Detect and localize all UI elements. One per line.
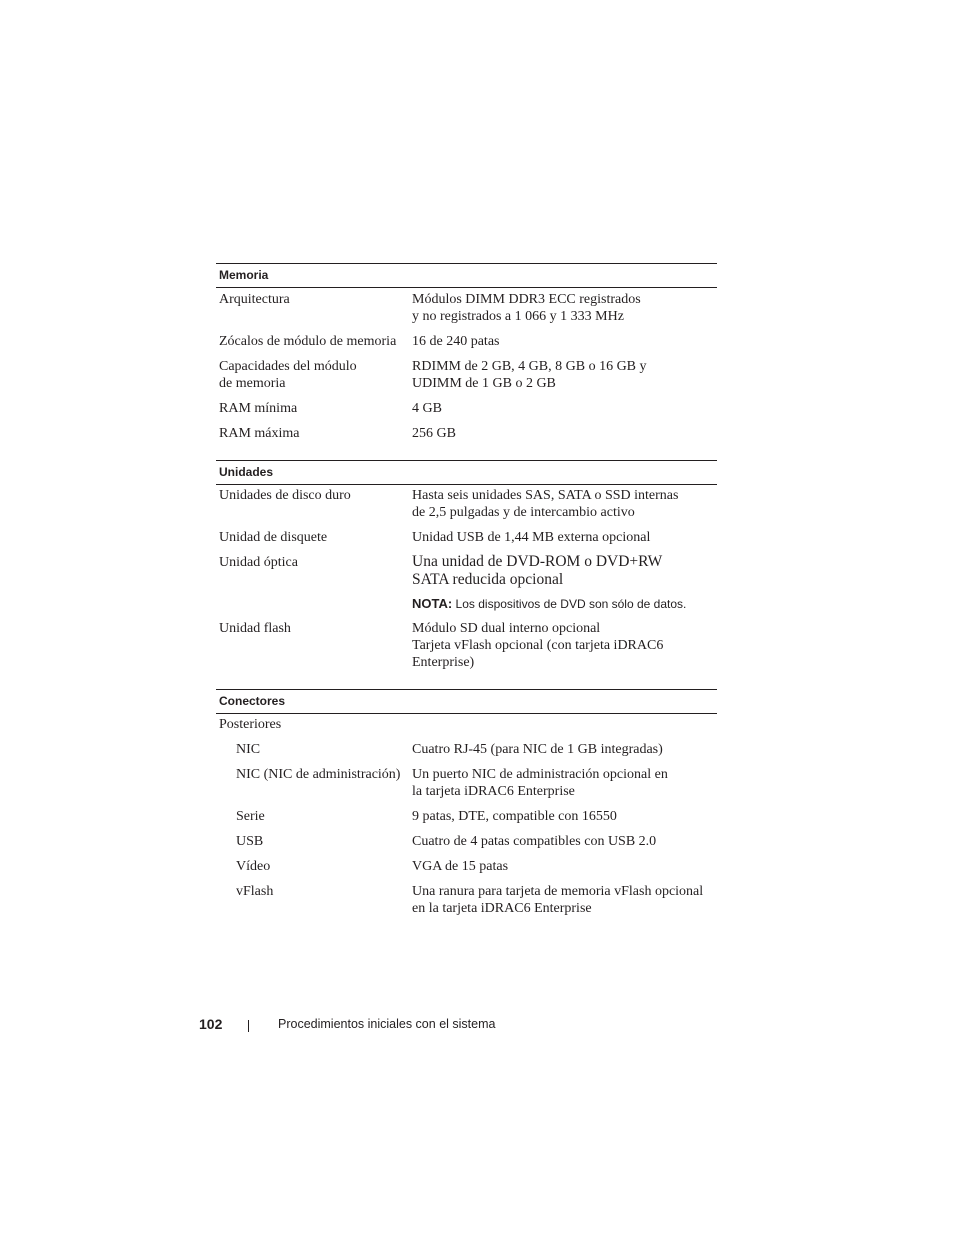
row-value: Cuatro de 4 patas compatibles con USB 2.0	[412, 834, 657, 849]
row-value: VGA de 15 patas	[412, 859, 509, 874]
row-label: USB	[236, 834, 264, 849]
row-value: 9 patas, DTE, compatible con 16550	[412, 809, 617, 824]
row-label: Capacidades del módulo de memoria	[219, 359, 357, 391]
note	[412, 596, 686, 611]
section-heading-text: Memoria	[219, 268, 269, 282]
row-value: 256 GB	[412, 426, 456, 441]
row-value: Módulo SD dual interno opcional Tarjeta vFlash opcional (con tarjeta iDRAC6 Enterprise)	[412, 621, 664, 670]
unidades-section-heading	[216, 460, 717, 485]
page-number: 102	[199, 1016, 223, 1032]
memoria-section-heading	[216, 263, 717, 288]
conectores-section-heading	[216, 689, 717, 714]
row-label: RAM mínima	[219, 401, 298, 416]
row-label: NIC (NIC de administración)	[236, 767, 401, 782]
row-label: Vídeo	[236, 859, 271, 874]
row-label: Unidad de disquete	[219, 530, 328, 545]
row-value: Un puerto NIC de administración opcional en la tarjeta iDRAC6 Enterprise	[412, 767, 668, 799]
row-value: 4 GB	[412, 401, 442, 416]
row-label: NIC	[236, 742, 261, 757]
row-value: Módulos DIMM DDR3 ECC registrados y no registrados a 1 066 y 1 333 MHz	[412, 292, 641, 324]
row-value: Una unidad de DVD-ROM o DVD+RW SATA reducida opcional	[412, 553, 663, 588]
group-label: Posteriores	[219, 717, 282, 732]
row-label: Unidad flash	[219, 621, 291, 636]
row-label: RAM máxima	[219, 426, 300, 441]
row-label: Arquitectura	[219, 292, 290, 307]
row-label: Unidades de disco duro	[219, 488, 351, 503]
row-label: Serie	[236, 809, 265, 824]
section-heading-text: Conectores	[219, 694, 286, 708]
footer-title: Procedimientos iniciales con el sistema	[278, 1017, 496, 1031]
row-value: Hasta seis unidades SAS, SATA o SSD internas de 2,5 pulgadas y de intercambio activo	[412, 488, 679, 520]
section-heading-text: Unidades	[219, 465, 274, 479]
note-prefix: NOTA:	[412, 596, 453, 611]
row-value: Unidad USB de 1,44 MB externa opcional	[412, 530, 651, 545]
row-label: Unidad óptica	[219, 555, 298, 570]
note-text: Los dispositivos de DVD son sólo de datos.	[455, 597, 687, 611]
row-value: RDIMM de 2 GB, 4 GB, 8 GB o 16 GB y UDIMM de 1 GB o 2 GB	[412, 359, 647, 391]
footer-separator	[248, 1020, 249, 1032]
row-value: Cuatro RJ-45 (para NIC de 1 GB integradas)	[412, 742, 663, 757]
row-label: Zócalos de módulo de memoria	[219, 334, 397, 349]
row-value: 16 de 240 patas	[412, 334, 500, 349]
row-label: vFlash	[236, 884, 274, 899]
row-value: Una ranura para tarjeta de memoria vFlash opcional en la tarjeta iDRAC6 Enterprise	[412, 884, 704, 916]
